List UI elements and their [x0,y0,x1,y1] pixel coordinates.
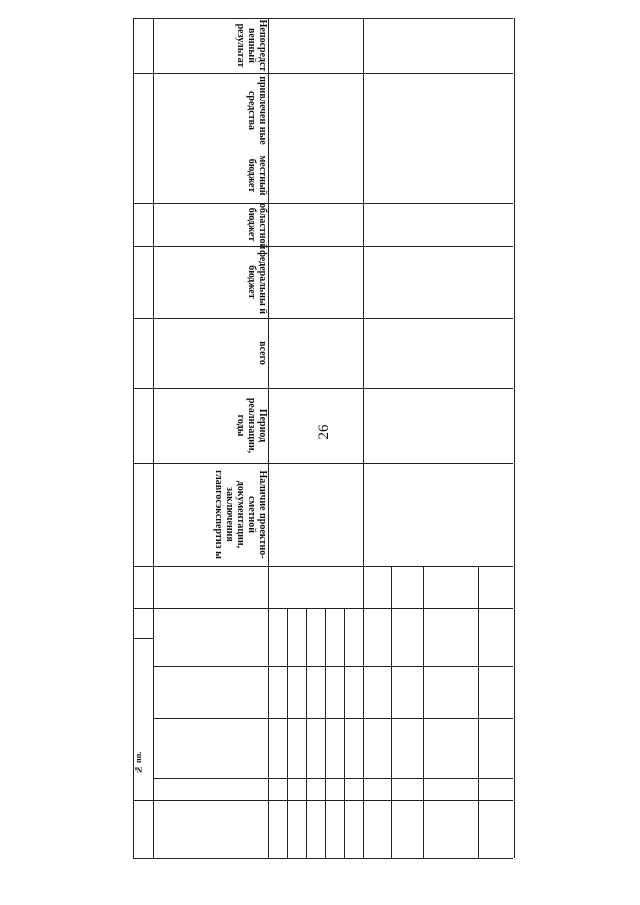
header-federal: федеральны й бюджет [246,249,268,315]
table-rule [153,778,513,779]
table-rule [306,608,307,858]
table-rule [153,666,513,667]
header-period: Период реализации, годы [235,397,268,454]
page-number: 26 [316,424,332,440]
header-attracted: привлечен ные средства [246,76,268,145]
table-rule [268,18,269,858]
header-regional: областной бюджет [246,203,268,250]
table-rule [133,638,153,639]
header-psd: Наличие проектно-сметной документации, заключения главгосэкспертиз ы [213,470,268,559]
table-rule [391,566,392,858]
header-result: Непосредст венный результат [235,19,268,72]
table-rule [133,800,513,801]
table-rule [153,718,513,719]
table-rule [133,566,513,567]
header-num: № пп. [134,751,143,775]
table-rule [478,566,479,858]
header-total: всего [257,341,268,365]
table-rule [325,608,326,858]
funding-table [133,18,513,858]
header-local: местный бюджет [246,155,268,196]
table-rule [423,566,424,858]
table-rule [133,858,513,859]
table-rule [363,18,364,858]
table-rule [344,608,345,858]
table-rule [133,608,513,609]
table-rule [287,608,288,858]
